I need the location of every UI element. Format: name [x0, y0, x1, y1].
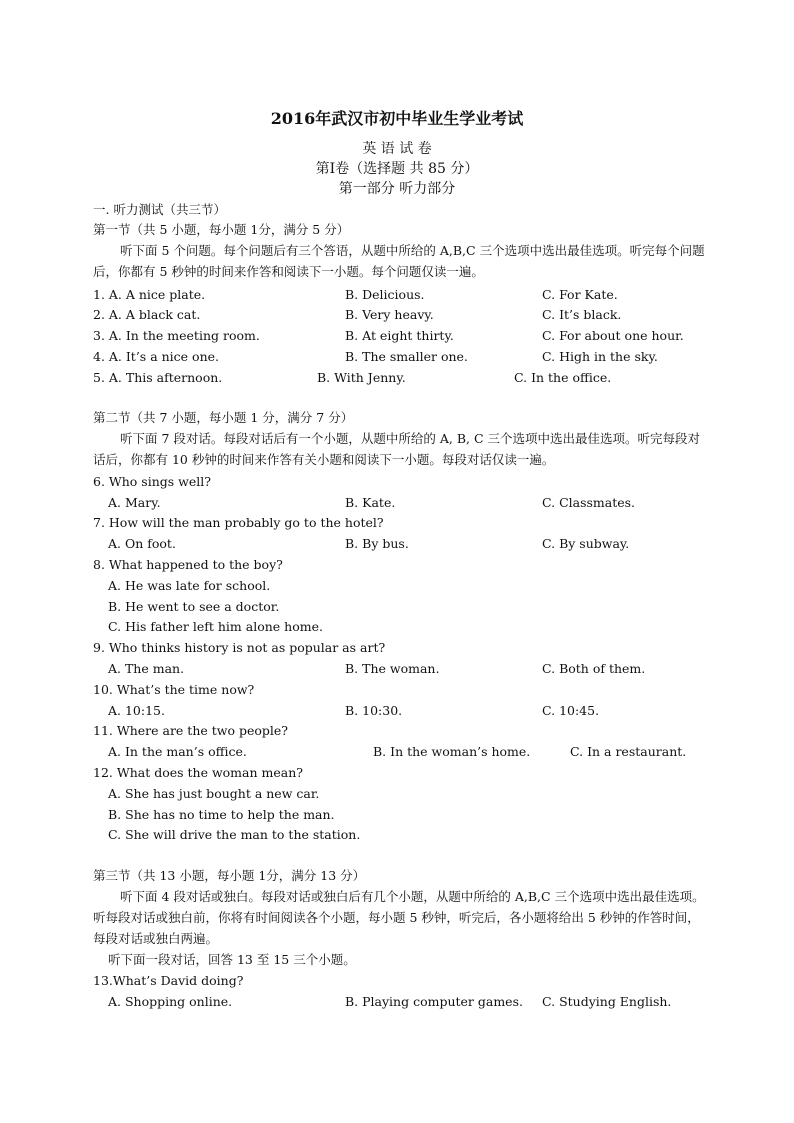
q3-option-c: C. For about one hour.: [542, 328, 684, 343]
q13-option-c: C. Studying English.: [542, 994, 672, 1009]
exam-subtitle: 英 语 试 卷: [362, 141, 432, 157]
q6-option-a: A. Mary.: [108, 495, 161, 510]
q9-option-c: C. Both of them.: [542, 661, 646, 676]
section3-instructions: 听下面 4 段对话或独白。每段对话或独白后有几个小题，从题中所给的 A,B,C 三个选项中选出最佳选项。听每段对话或独白前，你将有时间阅读各个小题，每小题 5 秒钟，听完后，各小题将给出 5 秒钟的作答时间，每段对话或独白两遍。: [93, 889, 705, 946]
q13-stem: 13.What’s David doing?: [93, 973, 244, 988]
q8-stem: 8. What happened to the boy?: [93, 557, 283, 572]
q11-option-b: B. In the woman’s home.: [373, 744, 531, 759]
q7-stem: 7. How will the man probably go to the hotel?: [93, 515, 384, 530]
section1-instructions: 听下面 5 个问题。每个问题后有三个答语，从题中所给的 A,B,C 三个选项中选出最佳选项。听完每个问题后，你都有 5 秒钟的时间来作答和阅读下一小题。每个问题仅读一遍。: [93, 243, 705, 279]
q10-option-b: B. 10:30.: [345, 703, 403, 718]
q4-option-b: B. The smaller one.: [345, 349, 468, 364]
q2-option-b: B. Very heavy.: [345, 307, 434, 322]
q5-option-b: B. With Jenny.: [317, 370, 406, 385]
q12-option-b: B. She has no time to help the man.: [108, 807, 335, 822]
q3-option-b: B. At eight thirty.: [345, 328, 454, 343]
volume-heading: 第Ⅰ卷（选择题 共 85 分）: [315, 161, 479, 177]
section2-instructions: 听下面 7 段对话。每段对话后有一个小题，从题中所给的 A, B, C 三个选项中选出最佳选项。听完每段对话后，你都有 10 秒钟的时间来作答有关小题和阅读下一小题。每段对话仅读一遍。: [93, 431, 701, 467]
q9-option-a: A. The man.: [108, 661, 185, 676]
q5-option-c: C. In the office.: [514, 370, 612, 385]
q11-stem: 11. Where are the two people?: [93, 723, 288, 738]
exam-title: 2016年武汉市初中毕业生学业考试: [270, 109, 524, 128]
q2-option-a: 2. A. A black cat.: [93, 307, 201, 322]
q3-option-a: 3. A. In the meeting room.: [93, 328, 260, 343]
q1-option-a: 1. A. A nice plate.: [93, 287, 206, 302]
q1-option-c: C. For Kate.: [542, 287, 618, 302]
section1-subheading: 第一节（共 5 小题，每小题 1分，满分 5 分）: [93, 222, 350, 237]
q13-option-b: B. Playing computer games.: [345, 994, 523, 1009]
q2-option-c: C. It’s black.: [542, 307, 622, 322]
q8-option-c: C. His father left him alone home.: [108, 619, 323, 634]
q12-option-a: A. She has just bought a new car.: [108, 786, 320, 801]
section2-heading: 第二节（共 7 小题，每小题 1 分，满分 7 分）: [93, 410, 354, 425]
q9-option-b: B. The woman.: [345, 661, 440, 676]
q9-stem: 9. Who thinks history is not as popular as art?: [93, 640, 386, 655]
q10-stem: 10. What’s the time now?: [93, 682, 255, 697]
q8-option-a: A. He was late for school.: [108, 578, 271, 593]
q6-stem: 6. Who sings well?: [93, 474, 211, 489]
q10-option-a: A. 10:15.: [108, 703, 165, 718]
q5-option-a: 5. A. This afternoon.: [93, 370, 223, 385]
q12-option-c: C. She will drive the man to the station.: [108, 827, 361, 842]
q8-option-b: B. He went to see a doctor.: [108, 599, 280, 614]
q7-option-b: B. By bus.: [345, 536, 409, 551]
section3-note: 听下面一段对话，回答 13 至 15 三个小题。: [108, 952, 356, 967]
q6-option-c: C. Classmates.: [542, 495, 636, 510]
q7-option-a: A. On foot.: [108, 536, 176, 551]
q4-option-a: 4. A. It’s a nice one.: [93, 349, 219, 364]
q11-option-c: C. In a restaurant.: [570, 744, 687, 759]
q7-option-c: C. By subway.: [542, 536, 630, 551]
section-heading: 一. 听力测试（共三节）: [93, 202, 226, 217]
q12-stem: 12. What does the woman mean?: [93, 765, 303, 780]
part-heading: 第一部分 听力部分: [338, 181, 456, 197]
q4-option-c: C. High in the sky.: [542, 349, 658, 364]
q10-option-c: C. 10:45.: [542, 703, 600, 718]
q13-option-a: A. Shopping online.: [108, 994, 233, 1009]
q11-option-a: A. In the man’s office.: [108, 744, 247, 759]
q1-option-b: B. Delicious.: [345, 287, 425, 302]
q6-option-b: B. Kate.: [345, 495, 396, 510]
section3-heading: 第三节（共 13 小题，每小题 1分，满分 13 分）: [93, 868, 366, 883]
